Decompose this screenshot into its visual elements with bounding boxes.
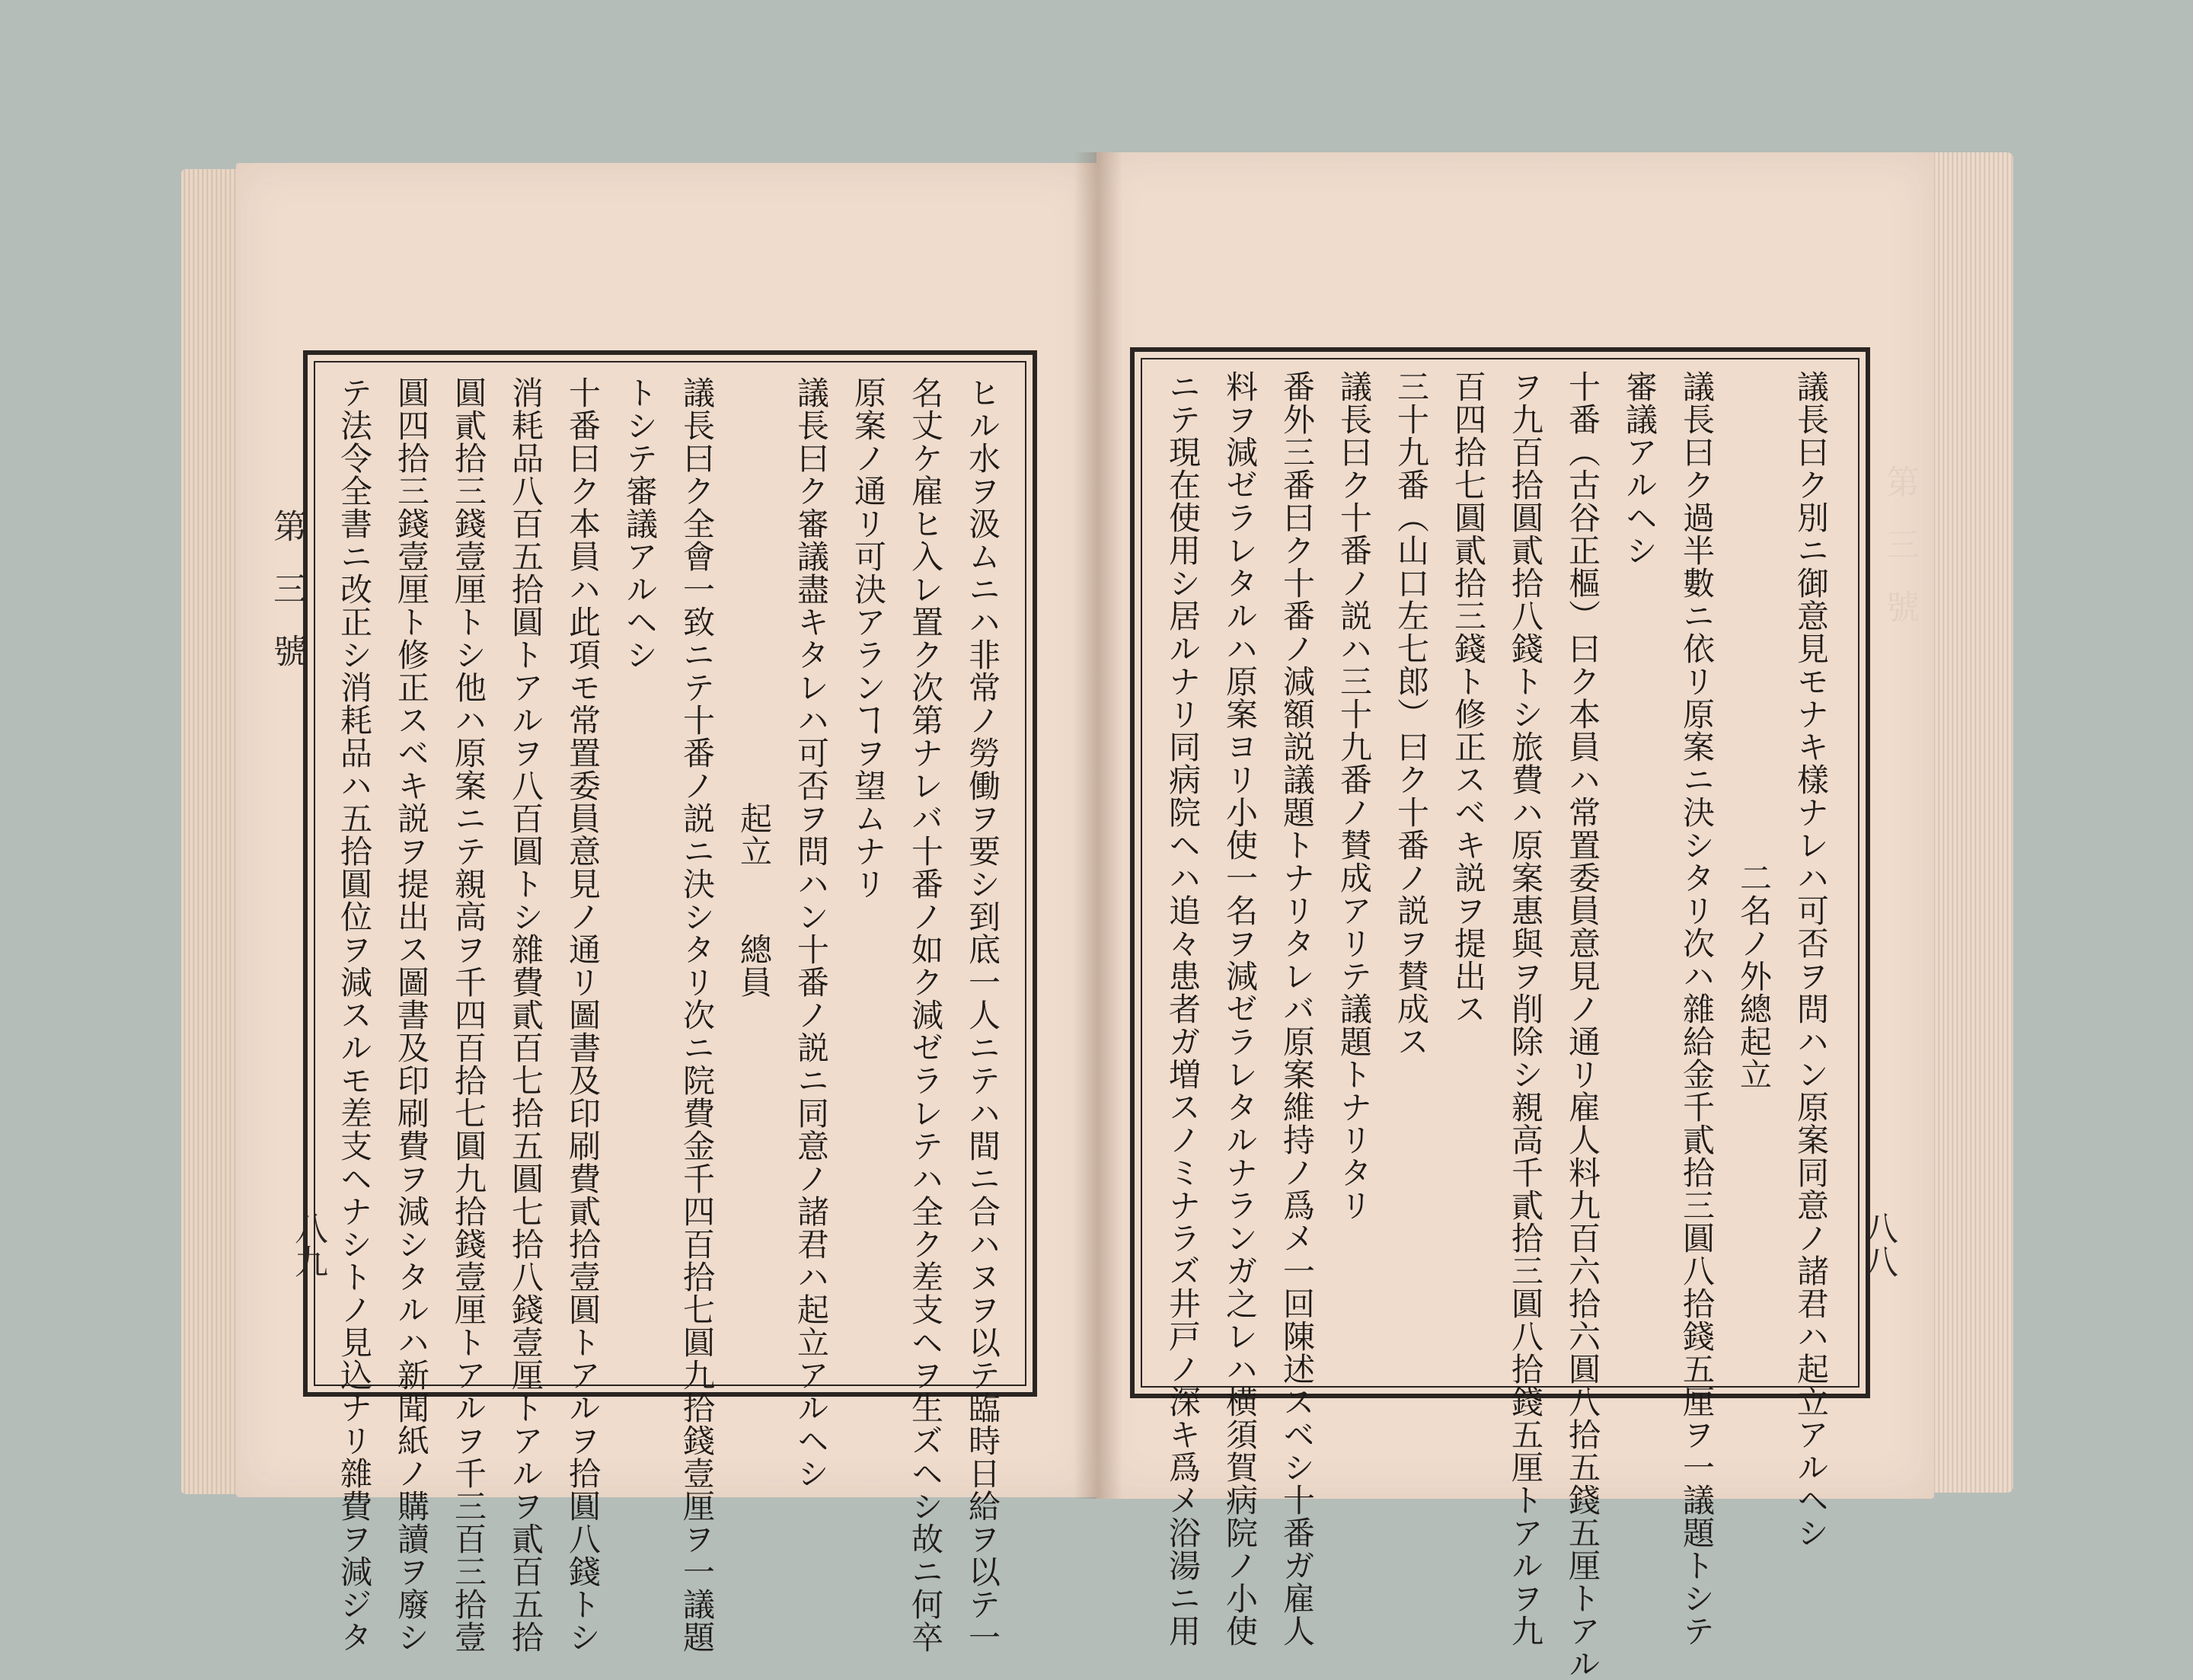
text-column: 番外三番曰ク十番ノ減額説議題トナリタレバ原案維持ノ爲メ一回陳述スベシ十番ガ雇人 xyxy=(1278,370,1316,1647)
text-column: 三十九番（山口左七郎）曰ク十番ノ説ヲ賛成ス xyxy=(1393,370,1430,1058)
text-column: 議長曰ク全會一致ニテ十番ノ説ニ決シタリ次ニ院費金千四百拾七圓九拾錢壹厘ヲ一議題 xyxy=(678,376,716,1653)
right-page-header: 第三號 xyxy=(1880,465,1919,652)
text-column: 二名ノ外總起立 xyxy=(1735,370,1773,1091)
left-page-text xyxy=(326,376,1011,1653)
text-column: 消耗品八百五拾圓トアルヲ八百圓トシ雜費貳百七拾五圓七拾八錢壹厘トアルヲ貳百五拾 xyxy=(507,376,544,1653)
right-page-edges xyxy=(1922,152,2013,1493)
book-gutter xyxy=(1074,152,1122,1499)
text-column: 十番（古谷正樞）曰ク本員ハ常置委員意見ノ通リ雇人料九百六拾六圓八拾五錢五厘トアル xyxy=(1564,370,1601,1680)
text-column: 議長曰ク過半數ニ依リ原案ニ決シタリ次ハ雜給金千貳拾三圓八拾錢五厘ヲ一議題トシテ xyxy=(1678,370,1716,1647)
text-column: 議長曰ク別ニ御意見モナキ樣ナレハ可否ヲ問ハン原案同意ノ諸君ハ起立アルヘシ xyxy=(1792,370,1830,1549)
text-column: 名丈ケ雇ヒ入レ置ク次第ナレバ十番ノ如ク減ゼラレテハ全ク差支ヘヲ生ズヘシ故ニ何卒 xyxy=(907,376,944,1653)
left-page-edges xyxy=(181,169,242,1494)
right-page-text xyxy=(1154,370,1840,1680)
text-column: 原案ノ通リ可決アランヿヲ望ムナリ xyxy=(850,376,887,900)
text-column: 議長曰ク審議盡キタレハ可否ヲ問ハン十番ノ説ニ同意ノ諸君ハ起立アルヘシ xyxy=(793,376,830,1490)
text-column: 料ヲ減ゼラレタルハ原案ヨリ小使一名ヲ減ゼラレタルナランガ之レハ横須賀病院ノ小使 xyxy=(1221,370,1259,1647)
text-column: ヒル水ヲ汲ムニハ非常ノ勞働ヲ要シ到底一人ニテハ間ニ合ハヌヲ以テ臨時日給ヲ以テ一 xyxy=(964,376,1001,1653)
text-column: 圓四拾三錢壹厘ト修正スベキ説ヲ提出ス圖書及印刷費ヲ減シタルハ新聞紙ノ購讀ヲ廢シ xyxy=(393,376,430,1653)
text-column: 十番曰ク本員ハ此項モ常置委員意見ノ通リ圖書及印刷費貳拾壹圓トアルヲ拾圓八錢トシ xyxy=(564,376,602,1653)
text-column: 審議アルヘシ xyxy=(1621,370,1658,567)
text-column: 起立 總員 xyxy=(736,376,773,998)
text-column: 議長曰ク十番ノ説ハ三十九番ノ賛成アリテ議題トナリタリ xyxy=(1336,370,1373,1222)
left-page-number: 八九 xyxy=(289,1211,327,1278)
text-column: ヲ九百拾圓貳拾八錢トシ旅費ハ原案惠與ヲ削除シ親高千貳拾三圓八拾錢五厘トアルヲ九 xyxy=(1507,370,1544,1647)
text-column: テ法令全書ニ改正シ消耗品ハ五拾圓位ヲ減スルモ差支ヘナシトノ見込ナリ雜費ヲ減ジタ xyxy=(336,376,373,1653)
text-column: 百四拾七圓貳拾三錢ト修正スベキ説ヲ提出ス xyxy=(1450,370,1487,1025)
right-page-number: 八八 xyxy=(1859,1211,1898,1278)
text-column: トシテ審議アルヘシ xyxy=(621,376,659,671)
text-column: ニテ現在使用シ居ルナリ同病院ヘハ追々患者ガ増スノミナラズ井戸ノ深キ爲メ浴湯ニ用 xyxy=(1164,370,1202,1647)
text-column: 圓貳拾三錢壹厘トシ他ハ原案ニテ親高ヲ千四百拾七圓九拾錢壹厘トアルヲ千三百三拾壹 xyxy=(450,376,487,1653)
left-page-header: 第三號 xyxy=(267,509,306,696)
